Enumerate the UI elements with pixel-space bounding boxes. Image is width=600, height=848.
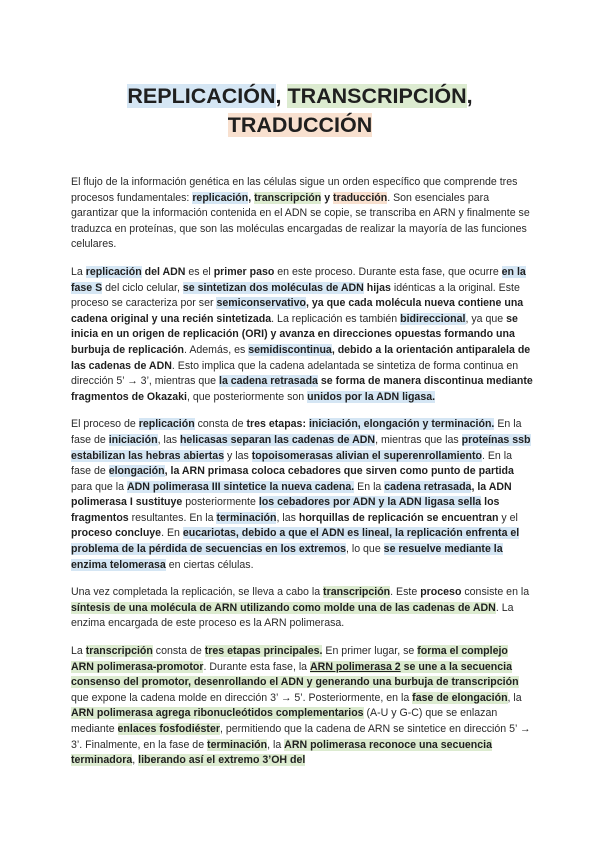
text-run: . En la fase de [71,449,513,478]
bold-term: proceso concluye [71,527,162,540]
highlight-term: se resuelve mediante la enzima telomerasa [71,543,503,571]
text-run: consiste en la [461,586,530,599]
highlight-term: se une a la secuencia consenso del promotor, desenrollando el ADN y generando una burbuja de transcripción [71,660,519,689]
highlight-term: helicasas separan las cadenas de ADN [179,433,376,446]
highlight-term: elongación [108,465,165,478]
document-body [71,175,533,781]
paragraph-intro [71,175,533,253]
highlight-traduccion: traducción [333,191,388,204]
highlight-term: replicación [138,418,195,431]
text-run: (A-U y G-C) que se enlazan mediante [71,707,498,735]
highlight-term: fase de elongación [412,691,508,704]
highlight-term: terminación [216,511,277,524]
highlight-term: los cebadores por ADN y la ADN ligasa sella [258,496,482,509]
text-run: La [71,645,86,658]
text-run: En la fase de [71,418,522,446]
title-separator: , [275,84,288,108]
paragraph-etapas-transcripcion [71,644,533,769]
highlight-term: tres etapas principales. [204,645,323,658]
text-run: en ciertas células. [165,558,254,571]
text-run: , mientras que las [375,433,462,446]
highlight-term: replicación [85,265,142,278]
text-run: , permitiendo que la cadena de ARN se sintetice en dirección 5’ → 3’. Finalmente, en la fase de [71,723,531,751]
highlight-term: terminación [207,738,268,751]
text-run: y el [498,511,518,524]
highlight-underlined-term: ARN polimerasa 2 [310,660,401,673]
text-run: resultantes. En la [128,511,217,524]
highlight-term: liberando así el extremo 3’OH del [138,754,306,767]
title-line-1 [0,82,600,111]
title-replicacion: REPLICACIÓN [127,84,276,108]
highlight-term: iniciación [108,433,158,446]
text-run: idénticas a la original. Este proceso se caracteriza por ser [71,281,520,310]
text-run: posteriormente [182,496,259,509]
text-run: que expone la cadena molde en dirección 3’ → 5’. Posteriormente, en la [71,691,413,704]
highlight-term: iniciación, elongación y terminación. [308,418,495,431]
highlight-term: ARN polimerasa reconoce una secuencia terminadora [71,738,493,767]
text-run: en este proceso. Durante esta fase, que ocurre [274,265,502,278]
text-run: consta de [152,645,205,658]
text-run: Una vez completada la replicación, se lleva a cabo la [71,586,324,599]
document-title [0,82,600,140]
highlight-term: en la fase S [71,265,526,294]
bold-term: , ya que cada molécula nueva contiene una cadena original y una recién sintetizada [71,297,524,325]
highlight-term: forma el complejo ARN polimerasa-promotor [71,645,508,673]
highlight-term: semidiscontinua [248,343,332,356]
highlight-term: ARN polimerasa agrega ribonucleótidos complementarios [71,707,364,720]
text-run: El flujo de la información genética en las células sigue un orden específico que comprende tres procesos fundamentales: [71,176,518,204]
highlight-term: eucariotas, debido a que el ADN es lineal, la replicación enfrenta el problema de la pérdida de secuencias en los extremos [71,527,520,556]
highlight-term: bidireccional [400,312,466,325]
text-run: , [248,191,255,204]
bold-term: los fragmentos [71,496,500,524]
highlight-term: ADN polimerasa III sintetice la nueva cadena. [126,480,355,493]
text-run: En la [354,480,385,493]
highlight-term: se sintetizan dos moléculas de ADN [182,281,364,294]
highlight-term: proteínas ssb estabilizan las hebras abiertas [71,433,531,462]
text-run: y las [224,449,252,462]
bold-term: , la ADN polimerasa I sustituye [71,480,512,509]
bold-term: proceso [420,586,462,599]
bold-term: primer paso [213,265,275,278]
text-run: . La enzima encargada de este proceso es la ARN polimerasa. [71,601,514,630]
text-run: , las [157,433,180,446]
highlight-term: la cadena retrasada [219,375,318,388]
highlight-term: semiconservativo [216,297,306,310]
paragraph-transcripcion [71,585,533,632]
bold-term: tres etapas [246,418,303,431]
text-run: , que posteriormente son [186,390,308,403]
text-run: , lo que [345,543,384,556]
text-run: , la [507,691,522,704]
text-run: . Este [390,586,421,599]
text-run: En primer lugar, se [322,645,418,658]
text-run: , la [267,738,285,751]
text-run: La [71,265,86,278]
bold-term: horquillas de replicación se encuentran [298,511,499,524]
text-run: . Esto implica que la cadena adelantada se sintetiza de forma continua en dirección 5’ → 3’, mientras que [71,359,519,388]
title-traduccion: TRADUCCIÓN [227,113,373,137]
text-run: y [321,191,334,204]
highlight-transcripcion: transcripción [254,191,322,204]
text-run: , [132,754,139,767]
highlight-replicacion: replicación [192,191,249,204]
bold-term: , debido a la orientación antiparalela de las cadenas de ADN [71,343,531,372]
bold-term: hijas [363,281,391,294]
title-separator: , [466,84,473,108]
text-run: , ya que [465,312,507,325]
highlight-term: unidos por la ADN ligasa. [307,390,436,403]
text-run: . Son esenciales para garantizar que la información contenida en el ADN se copie, se transcriba en ARN y finalmente se traduzca en proteínas, que son las moléculas encargadas de realizar la mayoría de las funciones celulares. [71,191,530,251]
text-run: del ciclo celular, [102,281,183,294]
title-transcripcion: TRANSCRIPCIÓN [287,84,467,108]
highlight-term: enlaces fosfodiéster [117,723,220,735]
bold-term: : [302,418,309,431]
title-line-2 [0,111,600,140]
paragraph-etapas-replicacion [71,417,533,573]
text-run: , las [276,511,299,524]
bold-term: se forma de manera discontinua mediante fragmentos de Okazaki [71,375,533,403]
bold-term: del ADN [141,265,186,278]
highlight-term: cadena retrasada [384,480,472,493]
text-run: para que la [71,480,127,493]
highlight-term: síntesis de una molécula de ARN utilizando como molde una de las cadenas de ADN [71,601,496,614]
highlight-term: topoisomerasas alivian el superenrollamiento [251,449,482,462]
text-run: . La replicación es también [271,312,401,325]
text-run: es el [185,265,214,278]
text-run: El proceso de [71,418,139,431]
bold-term: , la ARN primasa coloca cebadores que sirven como punto de partida [164,465,514,478]
highlight-term: transcripción [85,645,153,658]
bold-term: se inicia en un origen de replicación (ORI) y avanza en direcciones opuestas formando una burbuja de replicación [71,312,518,356]
text-run: . Además, es [184,343,249,356]
highlight-term: transcripción [323,586,391,599]
text-run: consta de [194,418,247,431]
paragraph-replicacion [71,265,533,405]
text-run: . Durante esta fase, la [203,660,311,673]
text-run: . En [161,527,183,540]
